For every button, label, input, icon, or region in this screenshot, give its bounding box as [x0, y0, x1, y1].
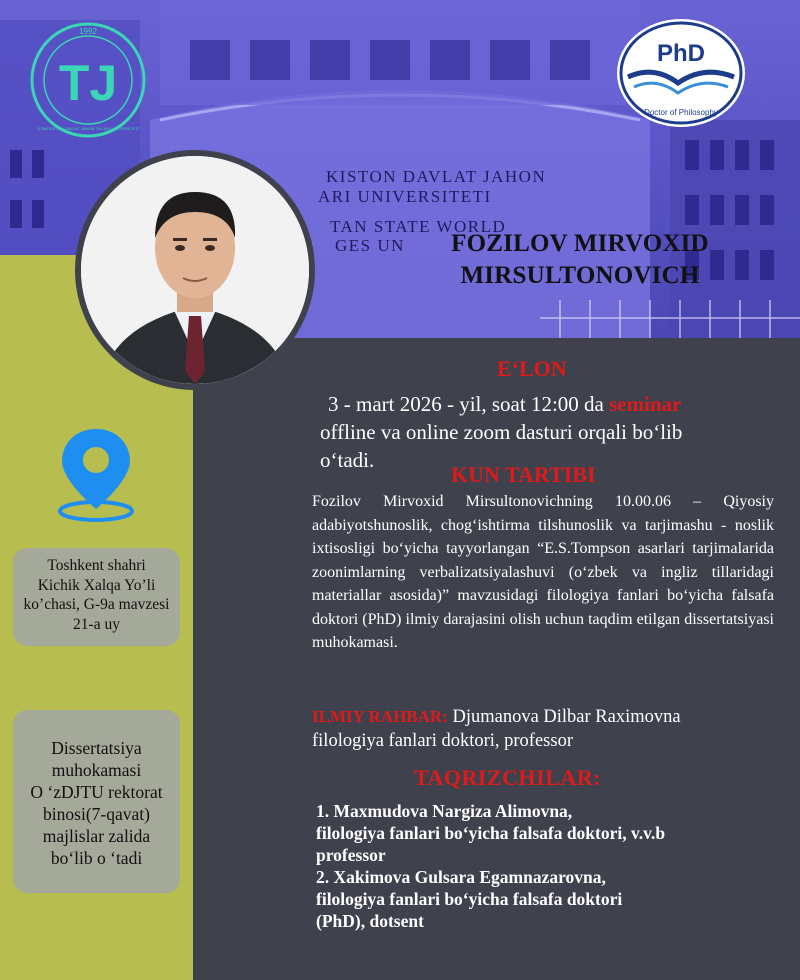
- reviewers-list: [316, 800, 796, 932]
- address-line: ko’chasi, G-9a mavzesi: [23, 596, 170, 613]
- announcement-line3: o‘tadi.: [320, 448, 375, 472]
- supervisor-title: filologiya fanlari doktori, professor: [312, 731, 573, 751]
- location-pin-icon: [56, 425, 136, 525]
- venue-box: [13, 710, 180, 893]
- reviewer-position: professor: [316, 845, 386, 865]
- supervisor-line1: [312, 705, 782, 729]
- agenda-title: KUN TARTIBI: [451, 462, 596, 487]
- supervisor: [312, 705, 782, 753]
- building-sign-2: ARI UNIVERSITETI: [318, 187, 492, 206]
- venue-line: bo‘lib o ‘tadi: [50, 848, 143, 868]
- logo-monogram: TJ: [58, 55, 118, 111]
- building-sign-4: GES UN: [335, 236, 405, 255]
- supervisor-name: Djumanova Dilbar Raximovna: [447, 707, 681, 727]
- announcement-highlight: seminar: [609, 392, 682, 416]
- logo-ring-text: O'ZBEKISTON DAVLAT JAHON TILLARI UNIVERSITETI: [37, 126, 139, 131]
- supervisor-label: ILMIY RAHBAR:: [312, 707, 448, 726]
- portrait-photo: [75, 150, 315, 390]
- address-line: 21-a uy: [73, 615, 120, 633]
- reviewer-name: 2. Xakimova Gulsara Egamnazarovna,: [316, 867, 606, 887]
- address-line: Kichik Xalqa Yo’li: [37, 576, 156, 594]
- venue-line: O ‘zDJTU rektorat: [30, 782, 163, 802]
- address-line: Toshkent shahri: [47, 557, 146, 574]
- reviewer-name: 1. Maxmudova Nargiza Alimovna,: [316, 801, 573, 821]
- announcement-line1: [320, 390, 770, 418]
- reviewer-degree: filologiya fanlari bo‘yicha falsafa doktori, v.v.b: [316, 823, 666, 843]
- phd-logo-sub: Doctor of Philosophy: [644, 108, 718, 117]
- logo-year: 1992: [79, 27, 97, 36]
- phd-logo: [614, 17, 748, 129]
- venue-line: muhokamasi: [51, 760, 142, 780]
- person-name-line1: FOZILOV MIRVOXID: [451, 230, 709, 257]
- venue-line: Dissertatsiya: [51, 738, 142, 758]
- university-logo: [28, 20, 148, 140]
- reviewer-degree: filologiya fanlari bo‘yicha falsafa doktori: [316, 889, 623, 909]
- announcement-date: 3 - mart 2026 - yil, soat 12:00 da: [328, 392, 610, 416]
- person-image: [81, 156, 309, 384]
- venue-line: majlislar zalida: [42, 826, 151, 846]
- venue-line: binosi(7-qavat): [43, 804, 150, 824]
- agenda-text: Fozilov Mirvoxid Mirsultonovichning 10.00.06 – Qiyosiy adabiyotshunoslik, chog‘ishtirma tilshunoslik va tarjimashu - noslik ixtisosligi bo‘yicha tayyorlangan “E.S.Tompson asarlari tarjimalarida zoonimlarning verbalizatsiyalashuvi (o‘zbek va ingliz tillaridagi materiallar asosida)” mavzusidagi filologiya fanlari bo‘yicha falsafa doktori (PhD) ilmiy darajasini olish uchun taqdim etilgan dissertatsiyasi muhokamasi.: [312, 493, 774, 651]
- person-name: [420, 228, 740, 292]
- reviewer-position: (PhD), dotsent: [316, 911, 424, 931]
- reviewer-item: [316, 866, 796, 932]
- announcement-title: E‘LON: [497, 356, 567, 381]
- announcement-line2: offline va online zoom dasturi orqali bo‘lib: [320, 420, 683, 444]
- person-name-line2: MIRSULTONOVICH: [460, 262, 700, 289]
- building-sign-3: TAN STATE WORLD: [330, 217, 507, 236]
- reviewers-title: TAQRIZCHILAR:: [414, 765, 602, 790]
- reviewer-item: [316, 800, 796, 866]
- phd-logo-main: PhD: [657, 40, 705, 67]
- building-sign-1: KISTON DAVLAT JAHON: [326, 167, 547, 186]
- address-box: [13, 548, 180, 646]
